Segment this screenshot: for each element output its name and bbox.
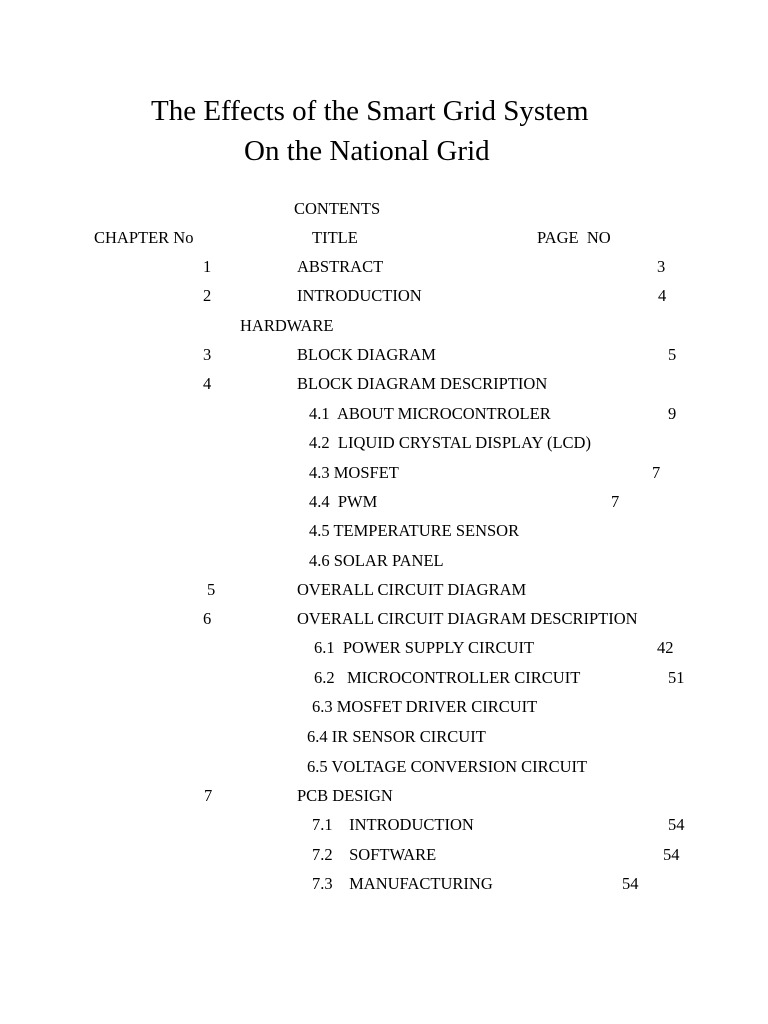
toc-row-title: BLOCK DIAGRAM bbox=[297, 345, 436, 364]
toc-row-chapter-number: 7 bbox=[204, 786, 213, 805]
toc-row-title: OVERALL CIRCUIT DIAGRAM DESCRIPTION bbox=[297, 609, 638, 628]
toc-subsection-title: 4.4 PWM bbox=[309, 492, 378, 511]
toc-subsection-title: 6.5 VOLTAGE CONVERSION CIRCUIT bbox=[307, 757, 588, 776]
toc-section-label: HARDWARE bbox=[240, 316, 334, 335]
toc-row-chapter-number: 2 bbox=[203, 286, 212, 305]
toc-row-page-number: 51 bbox=[668, 668, 685, 687]
toc-row-title: INTRODUCTION bbox=[297, 286, 422, 305]
column-header-page: PAGE NO bbox=[537, 228, 611, 247]
document-title-line-2: On the National Grid bbox=[244, 135, 490, 167]
toc-row-title: PCB DESIGN bbox=[297, 786, 393, 805]
toc-row-page-number: 54 bbox=[663, 845, 680, 864]
toc-subsection-title: 7.1 INTRODUCTION bbox=[312, 815, 474, 834]
toc-row-page-number: 9 bbox=[668, 404, 677, 423]
toc-subsection-title: 6.2 MICROCONTROLLER CIRCUIT bbox=[314, 668, 581, 687]
contents-heading: CONTENTS bbox=[294, 199, 381, 218]
toc-row-chapter-number: 3 bbox=[203, 345, 212, 364]
toc-subsection-title: 4.2 LIQUID CRYSTAL DISPLAY (LCD) bbox=[309, 433, 591, 452]
toc-subsection-title: 4.1 ABOUT MICROCONTROLER bbox=[309, 404, 551, 423]
toc-row-chapter-number: 4 bbox=[203, 374, 212, 393]
toc-subsection-title: 4.3 MOSFET bbox=[309, 463, 399, 482]
toc-row-page-number: 7 bbox=[652, 463, 661, 482]
toc-row-page-number: 54 bbox=[668, 815, 685, 834]
toc-row-page-number: 7 bbox=[611, 492, 620, 511]
toc-subsection-title: 7.2 SOFTWARE bbox=[312, 845, 437, 864]
toc-row-chapter-number: 1 bbox=[203, 257, 212, 276]
toc-row-title: OVERALL CIRCUIT DIAGRAM bbox=[297, 580, 527, 599]
toc-row-page-number: 3 bbox=[657, 257, 666, 276]
toc-row-chapter-number: 5 bbox=[207, 580, 216, 599]
toc-subsection-title: 7.3 MANUFACTURING bbox=[312, 874, 493, 893]
column-header-chapter: CHAPTER No bbox=[94, 228, 194, 247]
toc-row-page-number: 42 bbox=[657, 638, 674, 657]
toc-row-page-number: 5 bbox=[668, 345, 677, 364]
toc-subsection-title: 6.3 MOSFET DRIVER CIRCUIT bbox=[312, 697, 538, 716]
toc-row-chapter-number: 6 bbox=[203, 609, 212, 628]
toc-subsection-title: 4.5 TEMPERATURE SENSOR bbox=[309, 521, 520, 540]
toc-row-title: ABSTRACT bbox=[297, 257, 384, 276]
column-header-title: TITLE bbox=[312, 228, 358, 247]
toc-subsection-title: 4.6 SOLAR PANEL bbox=[309, 551, 444, 570]
toc-row-page-number: 54 bbox=[622, 874, 639, 893]
toc-row-title: BLOCK DIAGRAM DESCRIPTION bbox=[297, 374, 548, 393]
toc-subsection-title: 6.1 POWER SUPPLY CIRCUIT bbox=[314, 638, 535, 657]
document-title-line-1: The Effects of the Smart Grid System bbox=[151, 95, 589, 127]
toc-row-page-number: 4 bbox=[658, 286, 667, 305]
toc-subsection-title: 6.4 IR SENSOR CIRCUIT bbox=[307, 727, 486, 746]
